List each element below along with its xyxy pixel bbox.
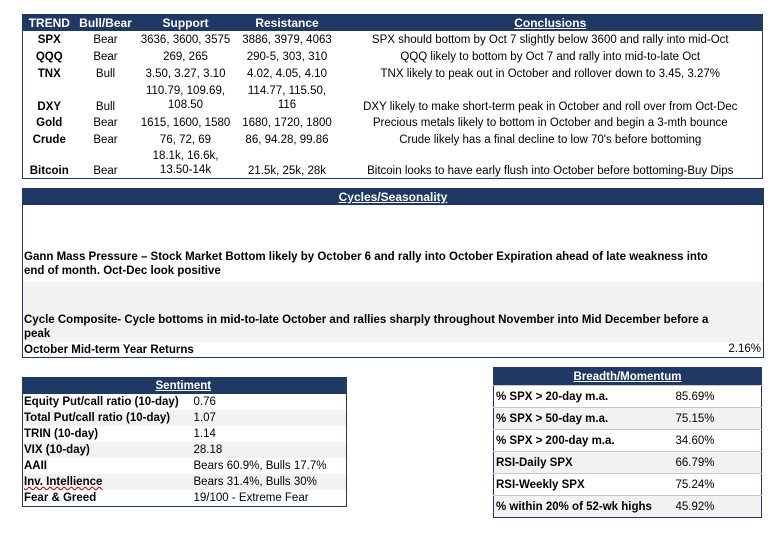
symbol-cell: QQQ — [35, 50, 63, 63]
conclusion-cell: Bitcoin looks to have early flush into October before bottoming-Buy Dips — [367, 165, 734, 177]
sentiment-value: Bears 60.9%, Bulls 17.7% — [193, 460, 327, 472]
trend-row-dxy — [23, 82, 763, 114]
sentiment-value: 19/100 - Extreme Fear — [193, 492, 309, 504]
breadth-value: 85.69% — [674, 386, 762, 408]
support-cell: 3.50, 3.27, 3.10 — [145, 67, 226, 80]
header-trend: TREND — [28, 16, 70, 30]
header-bull-bear: Bull/Bear — [79, 16, 132, 30]
symbol-cell: Gold — [36, 116, 63, 129]
cycles-title: Cycles/Seasonality — [23, 189, 763, 205]
breadth-label: % SPX > 20-day m.a. — [494, 386, 674, 408]
header-conclusions: Conclusions — [514, 16, 587, 30]
trend-row-bitcoin — [23, 148, 763, 179]
breadth-row — [494, 496, 762, 518]
sentiment-row — [23, 394, 347, 410]
cycles-panel — [22, 188, 764, 358]
sentiment-row — [23, 458, 347, 474]
sentiment-value: 28.18 — [193, 442, 347, 458]
support-cell: 18.1k, 16.6k, 13.50-14k — [152, 150, 219, 176]
breadth-value: 75.24% — [674, 474, 762, 496]
trend-row-crude — [23, 131, 763, 148]
cycle-composite-text: Cycle Composite- Cycle bottoms in mid-to-late October and rallies sharply throughout November into Mid December before a peak — [24, 314, 709, 340]
conclusion-cell: DXY likely to make short-term peak in October and roll over from Oct-Dec — [363, 101, 738, 113]
sentiment-row — [23, 474, 347, 490]
breadth-value: 45.92% — [674, 496, 762, 518]
breadth-table — [493, 367, 762, 518]
sentiment-value: 0.76 — [193, 396, 216, 408]
sentiment-label: VIX (10-day) — [23, 442, 193, 458]
sentiment-label: Equity Put/call ratio (10-day) — [24, 396, 179, 408]
breadth-header-row — [494, 368, 762, 386]
bias-cell: Bull — [95, 67, 116, 80]
trend-row-qqq — [23, 48, 763, 65]
breadth-row — [494, 408, 762, 430]
breadth-label: % SPX > 200-day m.a. — [494, 430, 674, 452]
sentiment-table — [22, 377, 347, 507]
breadth-label: % within 20% of 52-wk highs — [494, 496, 674, 518]
symbol-cell: Crude — [32, 133, 66, 146]
resistance-cell: 114.77, 115.50, 116 — [247, 85, 327, 111]
breadth-value: 34.60% — [674, 430, 762, 452]
symbol-cell: DXY — [37, 101, 62, 113]
conclusion-cell: SPX should bottom by Oct 7 slightly below 3600 and rally into mid-Oct — [371, 33, 729, 46]
header-resistance: Resistance — [255, 16, 319, 30]
symbol-cell: Bitcoin — [29, 165, 69, 177]
sentiment-value: 1.07 — [193, 410, 347, 426]
bias-cell: Bear — [93, 50, 118, 63]
sentiment-label: Total Put/call ratio (10-day) — [23, 410, 193, 426]
bias-cell: Bear — [93, 133, 118, 146]
conclusion-cell: Crude likely has a final decline to low 70's before bottoming — [399, 133, 702, 146]
breadth-value: 75.15% — [674, 408, 762, 430]
sentiment-row — [23, 426, 347, 442]
trend-row-gold — [23, 114, 763, 131]
resistance-cell: 290-5, 303, 310 — [246, 50, 328, 63]
sentiment-label: TRIN (10-day) — [24, 428, 99, 440]
midterm-returns-value: 2.16% — [728, 343, 761, 355]
sentiment-row — [23, 442, 347, 458]
breadth-label: RSI-Weekly SPX — [494, 474, 674, 496]
sentiment-label: AAII — [24, 460, 47, 472]
resistance-cell: 3886, 3979, 4063 — [242, 33, 332, 46]
breadth-label: RSI-Daily SPX — [494, 452, 674, 474]
sentiment-header-row — [23, 378, 347, 395]
sentiment-label — [23, 474, 193, 490]
breadth-row — [494, 452, 762, 474]
breadth-value: 66.79% — [674, 452, 762, 474]
support-cell: 1615, 1600, 1580 — [140, 116, 231, 129]
header-support: Support — [162, 16, 209, 30]
symbol-cell: TNX — [37, 67, 61, 80]
resistance-cell: 21.5k, 25k, 28k — [248, 165, 326, 177]
resistance-cell: 1680, 1720, 1800 — [242, 116, 332, 129]
breadth-label: % SPX > 50-day m.a. — [494, 408, 674, 430]
conclusion-cell: QQQ likely to bottom by Oct 7 and rally into mid-to-late Oct — [400, 50, 701, 63]
breadth-row — [494, 474, 762, 496]
sentiment-row — [23, 410, 347, 426]
trend-row-tnx — [23, 65, 763, 82]
resistance-cell: 4.02, 4.05, 4.10 — [247, 67, 327, 80]
bias-cell: Bull — [95, 101, 116, 113]
support-cell: 3636, 3600, 3575 — [140, 33, 231, 46]
support-cell: 76, 72, 69 — [159, 133, 212, 146]
bias-cell: Bear — [93, 116, 118, 129]
conclusion-cell: TNX likely to peak out in October and rollover down to 3.45, 3.27% — [380, 67, 720, 80]
sentiment-title: Sentiment — [155, 380, 212, 392]
sentiment-label: Fear & Greed — [24, 492, 97, 504]
support-cell: 110.79, 109.69, 108.50 — [145, 85, 226, 111]
sentiment-value: 1.14 — [193, 428, 216, 440]
trend-row-spx — [23, 31, 763, 48]
midterm-returns-label: October Mid-term Year Returns — [24, 344, 194, 356]
trend-table — [22, 14, 763, 179]
spellcheck-label: Inv. Intellience — [24, 476, 103, 488]
sentiment-row — [23, 490, 347, 507]
symbol-cell: SPX — [37, 33, 61, 46]
bias-cell: Bear — [93, 33, 118, 46]
bias-cell: Bear — [93, 165, 118, 177]
conclusion-cell: Precious metals likely to bottom in October and begin a 3-mth bounce — [372, 116, 728, 129]
breadth-row — [494, 430, 762, 452]
support-cell: 269, 265 — [163, 50, 208, 63]
breadth-row — [494, 386, 762, 408]
breadth-title: Breadth/Momentum — [573, 370, 682, 383]
gann-pressure-text: Gann Mass Pressure – Stock Market Bottom likely by October 6 and rally into October Expiration ahead of late weakness into end of month. Oct-Dec look positive — [24, 251, 708, 277]
resistance-cell: 86, 94.28, 99.86 — [245, 133, 329, 146]
trend-header-row — [23, 15, 763, 32]
sentiment-value: Bears 31.4%, Bulls 30% — [193, 474, 347, 490]
